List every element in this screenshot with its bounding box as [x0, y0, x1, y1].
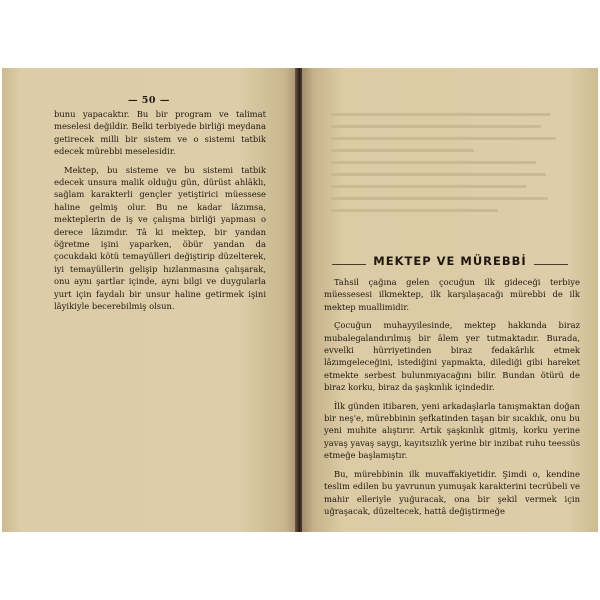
paragraph: Bu, mürebbinin ilk muvaffakiyetidir. Şimdi o, kendine teslim edilen bu yavrunun yumuşak karakterini tecrübeli ve mahir elleriyle yuğuracak, ona bir şekil vermek için uğraşacak, düzeltecek, hattâ değiştirmeğe: [324, 468, 580, 516]
book-spread: [2, 68, 598, 532]
title-rule-right: [534, 264, 568, 265]
page-number: — 50 —: [128, 95, 170, 106]
bleed-through-text: [330, 113, 570, 221]
paragraph: İlk günden itibaren, yeni arkadaşlarla tanışmaktan doğan bir neş'e, mürebbinin şefkatinden taşan bir sıcaklık, onu bu yeni muhite alıştırır. Artık şaşkınlık gitmiş, korku yerine yavaş yavaş saygı, kayıtsızlık yerine bir inzibat ruhu teessüs etmeğe başlamıştır.: [324, 400, 580, 461]
paragraph: Mektep, bu sisteme ve bu sistemi tatbik edecek unsura malik olduğu gün, dürüst ahlâklı, sağlam karakterli gençler yetiştirici müessese haline gelmiş olur. Bu ne kadar lâzımsa, mekteplerin de iş ve çalışma birliği yapması o derece lâzımdır. Tâ ki mektep, bir yandan öğretme işini yaparken, öbür yandan da çocukdaki kötü temayülleri değiştirip düzelterek, iyi temayüllerin gelişip hızlanmasına çalışarak, onu aynı şartlar içinde, aynı bilgi ve duygularla yurt için faydalı bir unsur haline getirmek işini lâyikiyle becerebilmiş olsun.: [54, 164, 266, 312]
left-page-body: [54, 108, 266, 319]
paragraph: Tahsil çağına gelen çocuğun ilk gideceği terbiye müessesesi ilkmektep, ilk karşılaşacağı mürebbi de ilk mektep muallimidir.: [324, 277, 580, 312]
left-page: [2, 68, 297, 532]
chapter-title: MEKTEP VE MÜREBBİ: [373, 254, 527, 268]
right-page: [302, 68, 598, 532]
paragraph: Çocuğun muhayyilesinde, mektep hakkında biraz mubalegalandırılmış bir âlem yer tutmaktadır. Burada, evvelki hürriyetinden biraz fedakârlık etmek lâzımgeleceğini, istediğini yapmakta, dilediği gibi hareket etmekte serbest bulunmıyacağını bilir. Bundan ötürü de biraz korku, biraz da şaşkınlık içindedir.: [324, 320, 580, 393]
right-page-body: [324, 276, 580, 523]
paragraph: bunu yapacaktır. Bu bir program ve talimat meselesi değildir. Belki terbiyede birliği meydana getirecek milli bir sistem ve o sistemi tatbik edecek mürebbi meselesidir.: [54, 109, 266, 157]
